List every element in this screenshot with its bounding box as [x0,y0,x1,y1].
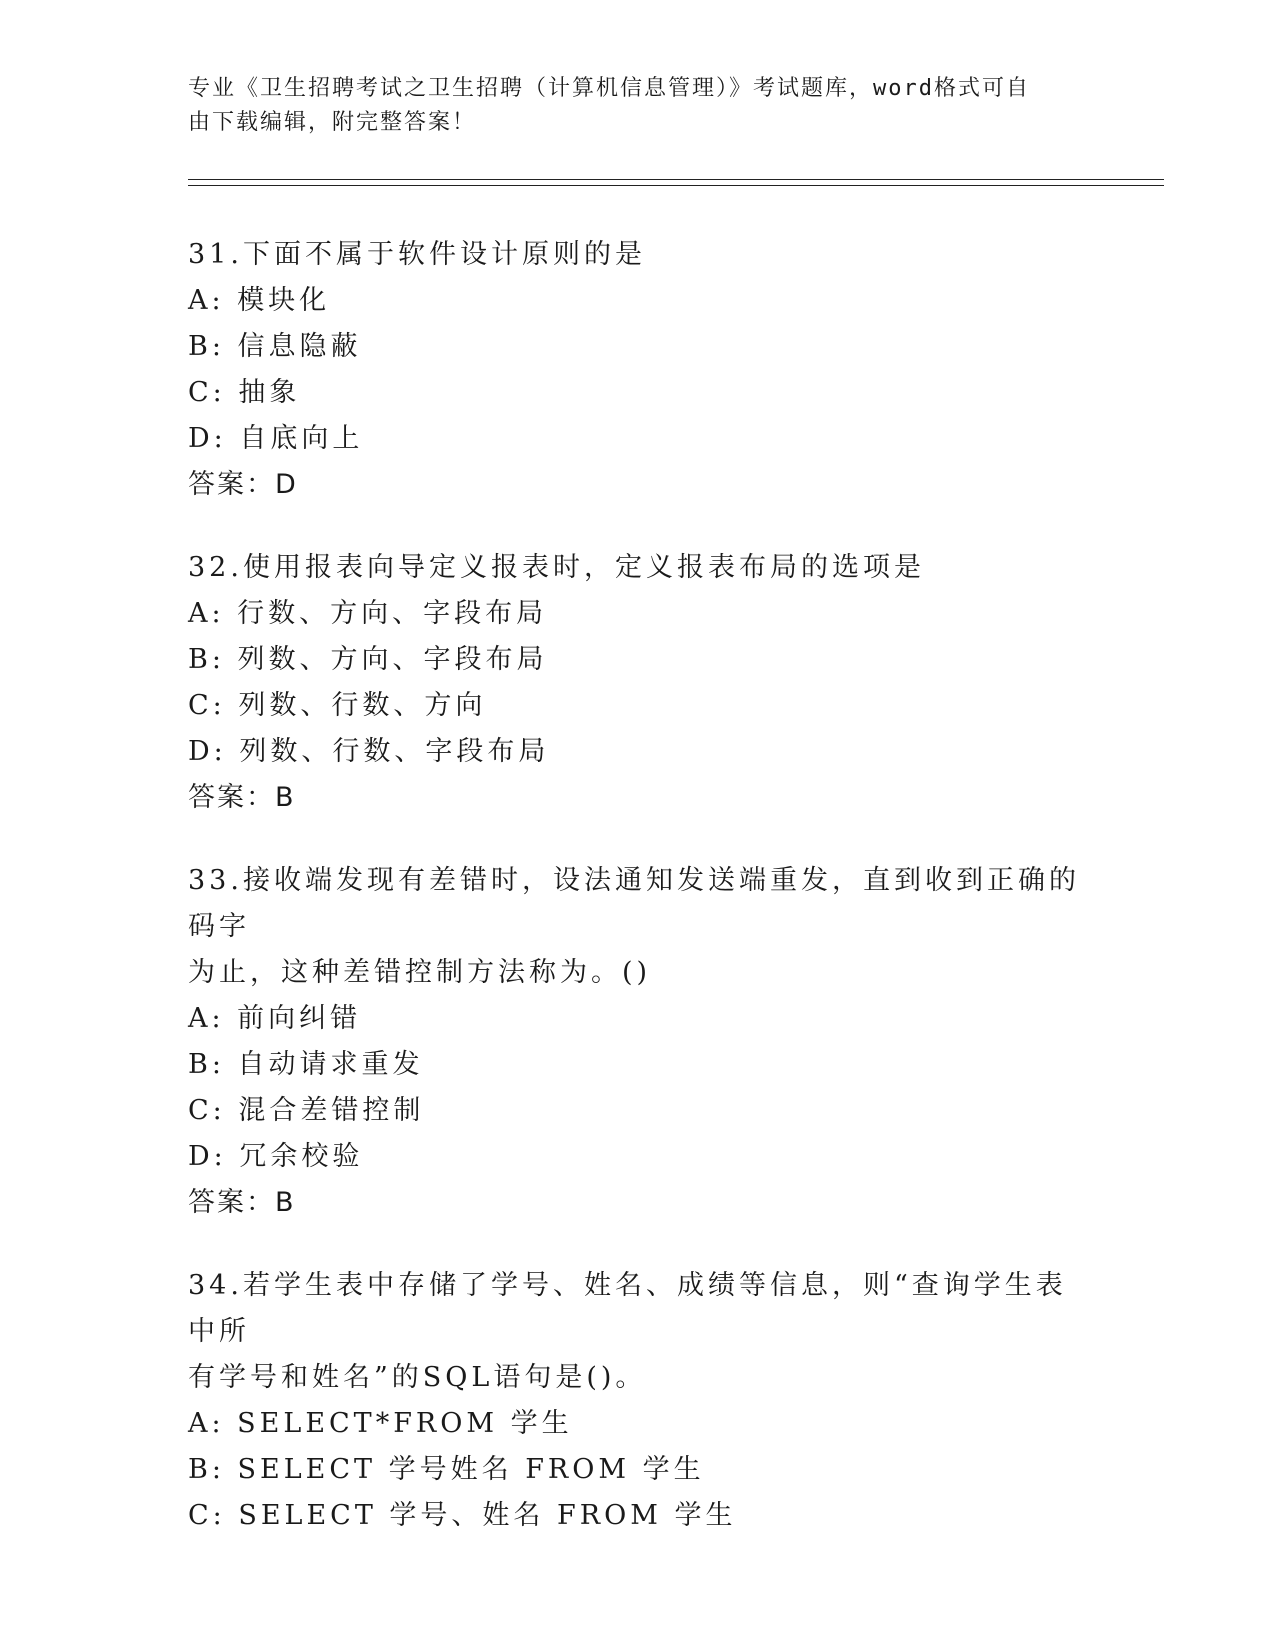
option-d: D: 自底向上 [188,423,364,454]
option-b: B: 列数、方向、字段布局 [188,644,548,675]
question-stem: 32.使用报表向导定义报表时，定义报表布局的选项是 [188,552,925,583]
question-32 [188,545,1088,821]
option-b: B: 自动请求重发 [188,1049,424,1080]
option-a: A: 前向纠错 [188,1003,362,1034]
option-a: A: 模块化 [188,285,331,316]
option-c: C: 列数、行数、方向 [188,690,487,721]
answer: 答案：B [188,782,296,813]
option-d: D: 冗余校验 [188,1141,364,1172]
option-a: A: 行数、方向、字段布局 [188,598,548,629]
option-d: D: 列数、行数、字段布局 [188,736,550,767]
question-34 [188,1263,1088,1539]
question-31 [188,232,1088,508]
question-33 [188,858,1088,1226]
option-c: C: 抽象 [188,377,301,408]
option-c: C: 混合差错控制 [188,1095,425,1126]
question-stem-line-2: 为止，这种差错控制方法称为。() [188,957,652,988]
option-b: B: 信息隐蔽 [188,331,362,362]
option-a: A: SELECT*FROM 学生 [188,1408,573,1439]
answer: 答案：B [188,1187,296,1218]
option-c: C: SELECT 学号、姓名 FROM 学生 [188,1500,737,1531]
header-double-rule [188,179,1164,186]
header-line-2: 由下载编辑，附完整答案！ [188,110,477,135]
document-header [188,72,1068,140]
question-stem-line-1: 34.若学生表中存储了学号、姓名、成绩等信息，则“查询学生表中所 [188,1270,1067,1347]
question-stem: 31.下面不属于软件设计原则的是 [188,239,646,270]
header-line-1: 专业《卫生招聘考试之卫生招聘（计算机信息管理）》考试题库，word格式可自 [188,76,1030,101]
answer: 答案：D [188,469,298,500]
question-list [188,232,1088,1576]
question-stem-line-1: 33.接收端发现有差错时，设法通知发送端重发，直到收到正确的码字 [188,865,1080,942]
option-b: B: SELECT 学号姓名 FROM 学生 [188,1454,705,1485]
question-stem-line-2: 有学号和姓名”的SQL语句是()。 [188,1362,647,1393]
